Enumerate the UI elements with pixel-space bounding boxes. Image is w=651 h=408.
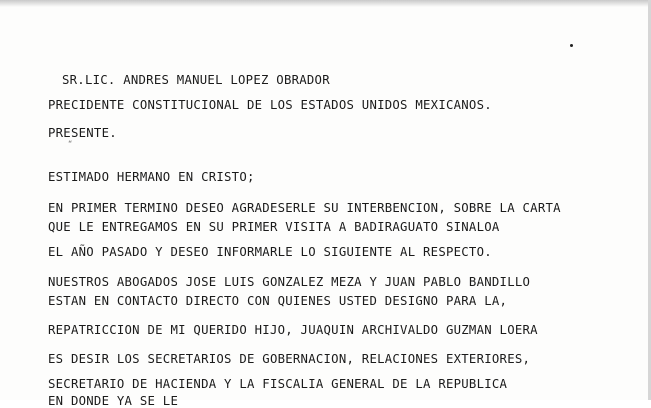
paragraph2-line5: SECRETARIO DE HACIENDA Y LA FISCALIA GENERAL DE LA REPUBLICA [48,377,508,391]
paragraph2-line6: EN DONDE YA SE LE [48,394,179,408]
addressee-name: SR.LIC. ANDRES MANUEL LOPEZ OBRADOR [62,73,330,87]
scan-top-edge [0,0,651,7]
paragraph1-line2: QUE LE ENTREGAMOS EN SU PRIMER VISITA A BADIRAGUATO SINALOA [48,220,500,234]
ink-speck [570,44,573,47]
paragraph1-line1: EN PRIMER TERMINO DESEO AGRADESERLE SU INTERBENCION, SOBRE LA CARTA [48,201,561,215]
paragraph2-line4: ES DESIR LOS SECRETARIOS DE GOBERNACION, RELACIONES EXTERIORES, [48,352,531,366]
stray-mark: “ [68,140,73,148]
salutation: ESTIMADO HERMANO EN CRISTO; [48,170,255,184]
paragraph2-line2: ESTAN EN CONTACTO DIRECTO CON QUIENES USTED DESIGNO PARA LA, [48,294,508,308]
paragraph1-line3: EL AÑO PASADO Y DESEO INFORMARLE LO SIGUIENTE AL RESPECTO. [48,245,492,259]
paragraph2-line3: REPATRICCION DE MI QUERIDO HIJO, JUAQUIN ARCHIVALDO GUZMAN LOERA [48,323,538,337]
addressee-title: PRECIDENTE CONSTITUCIONAL DE LOS ESTADOS UNIDOS MEXICANOS. [48,98,492,112]
presente-line: PRESENTE. [48,126,117,140]
paragraph2-line1: NUESTROS ABOGADOS JOSE LUIS GONZALEZ MEZA Y JUAN PABLO BANDILLO [48,275,531,289]
